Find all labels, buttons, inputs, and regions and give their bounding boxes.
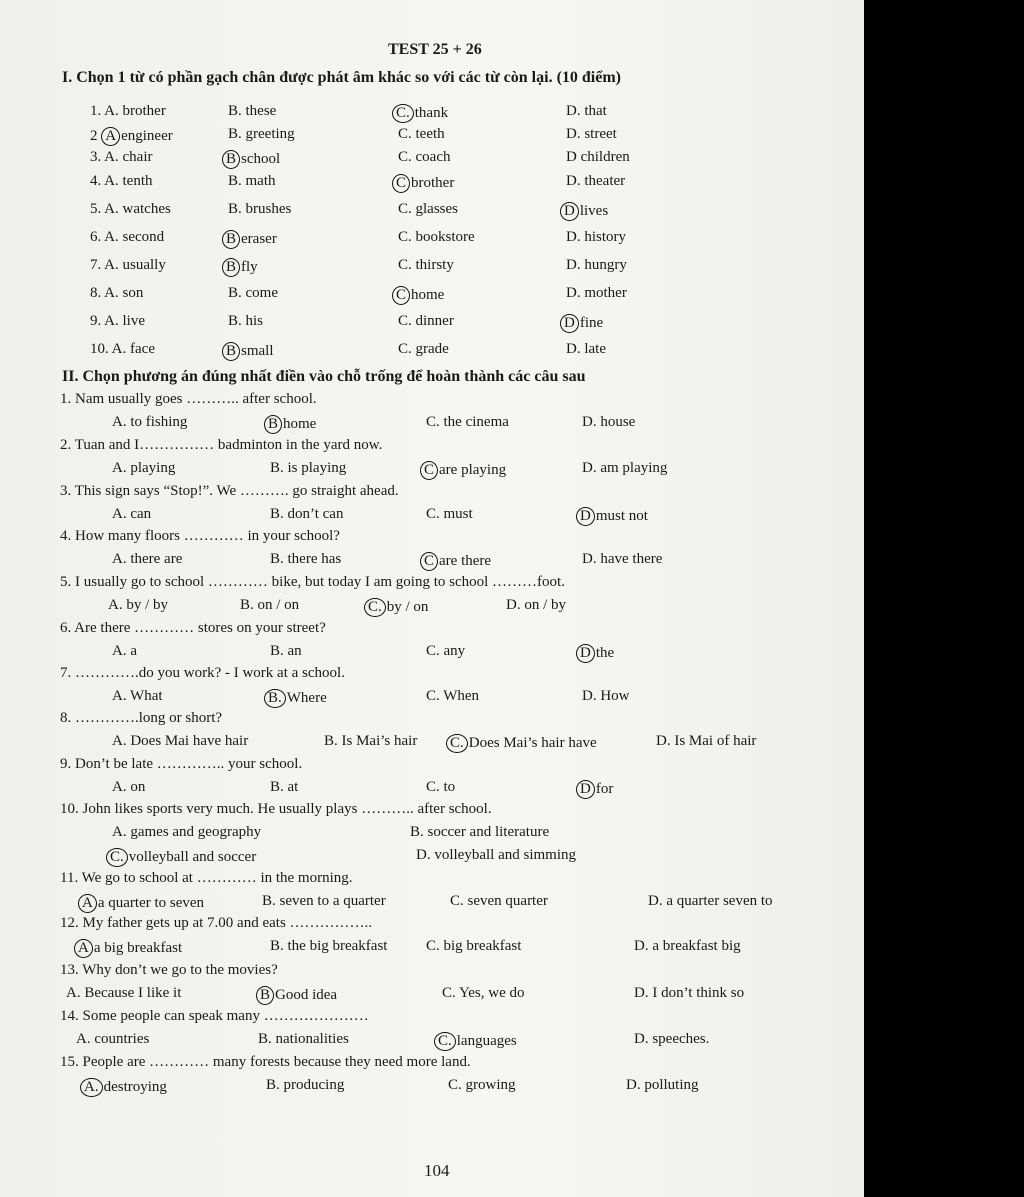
option-text: D. theater — [566, 173, 626, 189]
answer-circle-mark: B. — [264, 689, 286, 708]
option-d — [626, 1078, 699, 1093]
option-c — [398, 314, 454, 329]
option-b — [324, 734, 417, 749]
option-a — [112, 552, 182, 567]
option-d — [566, 258, 627, 273]
question-text: 12. My father gets up at 7.00 and eats …………….. — [60, 915, 373, 931]
question-number: 5. A. — [90, 201, 119, 217]
option-a — [90, 174, 153, 189]
option-text: eraser — [241, 231, 277, 247]
option-text: small — [241, 343, 274, 359]
option-d — [566, 150, 630, 165]
option-c — [442, 986, 525, 1001]
option-b — [270, 644, 302, 659]
option-text: destroying — [103, 1079, 167, 1095]
option-c — [112, 848, 256, 867]
option-d — [582, 689, 630, 704]
option-text: B. at — [270, 779, 299, 795]
question-number: 4. A. — [90, 173, 119, 189]
option-text: C. any — [426, 643, 466, 659]
option-text: usually — [122, 257, 166, 273]
question-text: 13. Why don’t we go to the movies? — [60, 962, 278, 978]
question-text: 8. ………….long or short? — [60, 710, 223, 726]
option-text: engineer — [121, 128, 173, 144]
option-b — [270, 780, 298, 795]
option-text: C. dinner — [398, 313, 454, 329]
option-text: C. to — [426, 779, 456, 795]
option-d — [566, 342, 606, 357]
option-text: C. thirsty — [398, 257, 454, 273]
option-text: D. speeches. — [634, 1031, 710, 1047]
option-c — [426, 415, 509, 430]
option-text: home — [283, 416, 317, 432]
answer-circle-mark: C. — [446, 734, 468, 753]
option-b — [270, 461, 346, 476]
question-text: 3. This sign says “Stop!”. We ………. go straight ahead. — [60, 483, 399, 499]
option-text: fly — [241, 259, 258, 275]
option-text: D. street — [566, 126, 617, 142]
option-a — [90, 314, 145, 329]
option-text: watches — [122, 201, 171, 217]
question-text: 4. How many floors ………… in your school? — [60, 528, 340, 544]
answer-circle-mark: A — [74, 939, 93, 958]
option-text: A. to fishing — [112, 414, 188, 430]
option-a — [90, 258, 166, 273]
option-c — [426, 461, 506, 480]
section-2-heading: II. Chọn phương án đúng nhất điền vào chỗ trống để hoàn thành các câu sau — [62, 368, 586, 385]
question-number: 10. A. — [90, 341, 127, 357]
option-c — [398, 174, 454, 193]
option-c — [450, 894, 548, 909]
option-d — [582, 415, 635, 430]
option-b — [228, 230, 277, 249]
option-b — [228, 258, 258, 277]
answer-circle-mark: C. — [106, 848, 128, 867]
option-text: B. come — [228, 285, 278, 301]
option-c — [398, 104, 448, 123]
answer-circle-mark: C — [420, 552, 438, 571]
option-d — [566, 127, 617, 142]
option-text: B. seven to a quarter — [262, 893, 386, 909]
answer-circle-mark: C — [420, 461, 438, 480]
option-text: face — [130, 341, 155, 357]
option-text: C. glasses — [398, 201, 458, 217]
option-text: A. What — [112, 688, 163, 704]
answer-circle-mark: B — [264, 415, 282, 434]
answer-circle-mark: A. — [80, 1078, 103, 1097]
option-a — [112, 461, 175, 476]
option-text: school — [241, 151, 281, 167]
option-a — [76, 1032, 149, 1047]
option-c — [398, 258, 454, 273]
option-d — [582, 552, 662, 567]
question-text: 15. People are ………… many forests because they need more land. — [60, 1054, 471, 1070]
option-d — [566, 202, 608, 221]
option-text: brother — [411, 175, 455, 191]
option-text: for — [595, 781, 614, 797]
option-text: C. must — [426, 506, 473, 522]
answer-circle-mark: A — [78, 894, 97, 913]
option-text: B. there has — [270, 551, 342, 567]
option-b — [270, 507, 343, 522]
question-number: 9. A. — [90, 313, 119, 329]
option-a — [90, 104, 166, 119]
option-text: C. big breakfast — [426, 938, 522, 954]
option-text: volleyball and soccer — [128, 849, 257, 865]
option-text: A. there are — [112, 551, 183, 567]
question-number: 2 — [90, 128, 98, 144]
question-text: 2. Tuan and I…………… badminton in the yard now. — [60, 437, 383, 453]
option-text: by / on — [386, 599, 429, 615]
option-text: B. nationalities — [258, 1031, 349, 1047]
option-text: D. mother — [566, 285, 627, 301]
option-a — [112, 689, 163, 704]
option-text: D. on / by — [506, 597, 566, 613]
option-text: C. coach — [398, 149, 451, 165]
option-b — [258, 1032, 349, 1047]
option-a — [112, 734, 248, 749]
option-text: D. that — [566, 103, 607, 119]
option-text: C. the cinema — [426, 414, 509, 430]
option-text: A. on — [112, 779, 146, 795]
option-d — [634, 1032, 709, 1047]
option-c — [398, 342, 449, 357]
option-text: D. house — [582, 414, 636, 430]
option-a — [80, 939, 182, 958]
option-c — [440, 1032, 517, 1051]
question-number: 1. A. — [90, 103, 119, 119]
option-text: A. a — [112, 643, 137, 659]
option-d — [634, 939, 741, 954]
option-text: son — [122, 285, 144, 301]
answer-circle-mark: B — [222, 342, 240, 361]
option-text: A. playing — [112, 460, 176, 476]
option-text: B. producing — [266, 1077, 345, 1093]
option-b — [240, 598, 299, 613]
option-c — [452, 734, 597, 753]
option-text: D. a breakfast big — [634, 938, 741, 954]
option-text: brother — [122, 103, 166, 119]
answer-circle-mark: D — [576, 780, 595, 799]
answer-circle-mark: C. — [364, 598, 386, 617]
option-text: must not — [595, 508, 648, 524]
option-a — [112, 825, 261, 840]
option-a — [90, 127, 173, 146]
option-d — [582, 644, 614, 663]
option-b — [270, 939, 387, 954]
option-b — [228, 127, 295, 142]
option-b — [228, 342, 274, 361]
option-b — [270, 689, 327, 708]
option-text: B. soccer and literature — [410, 824, 550, 840]
option-text: the — [595, 645, 615, 661]
question-text: 5. I usually go to school ………… bike, but today I am going to school ………foot. — [60, 574, 565, 590]
option-text: lives — [579, 203, 609, 219]
option-text: Does Mai’s hair have — [468, 735, 597, 751]
option-b — [262, 986, 337, 1005]
option-c — [398, 150, 450, 165]
option-text: home — [411, 287, 445, 303]
option-text: A. Does Mai have hair — [112, 733, 249, 749]
option-text: B. on / on — [240, 597, 300, 613]
answer-circle-mark: D — [576, 507, 595, 526]
option-d — [634, 986, 744, 1001]
option-a — [112, 415, 187, 430]
option-text: D children — [566, 149, 630, 165]
option-d — [416, 848, 576, 863]
option-a — [112, 644, 137, 659]
option-a — [66, 986, 181, 1001]
option-text: B. his — [228, 313, 264, 329]
page-title: TEST 25 + 26 — [388, 41, 482, 58]
option-b — [262, 894, 386, 909]
option-c — [398, 286, 444, 305]
option-text: Good idea — [275, 987, 338, 1003]
option-text: C. teeth — [398, 126, 445, 142]
option-b — [228, 202, 291, 217]
answer-circle-mark: A — [101, 127, 120, 146]
option-text: C. Yes, we do — [442, 985, 525, 1001]
option-c — [448, 1078, 516, 1093]
question-text: 9. Don’t be late ………….. your school. — [60, 756, 303, 772]
option-text: B. don’t can — [270, 506, 344, 522]
option-d — [582, 507, 648, 526]
answer-circle-mark: B — [256, 986, 274, 1005]
option-b — [228, 104, 276, 119]
option-c — [398, 230, 475, 245]
option-c — [426, 552, 491, 571]
option-b — [228, 286, 278, 301]
answer-circle-mark: D — [560, 314, 579, 333]
option-text: B. brushes — [228, 201, 292, 217]
option-text: B. Is Mai’s hair — [324, 733, 418, 749]
option-c — [370, 598, 428, 617]
question-text: 6. Are there ………… stores on your street? — [60, 620, 326, 636]
option-text: D. have there — [582, 551, 663, 567]
option-text: B. these — [228, 103, 277, 119]
option-b — [410, 825, 549, 840]
option-c — [398, 127, 445, 142]
option-text: a big breakfast — [93, 940, 183, 956]
option-b — [228, 150, 280, 169]
option-d — [582, 461, 667, 476]
question-text: 7. ………….do you work? - I work at a school. — [60, 665, 345, 681]
option-text: D. hungry — [566, 257, 627, 273]
option-text: C. growing — [448, 1077, 516, 1093]
option-a — [90, 150, 153, 165]
option-text: A. can — [112, 506, 152, 522]
option-d — [566, 314, 603, 333]
option-d — [566, 230, 626, 245]
option-text: a quarter to seven — [97, 895, 205, 911]
option-text: A. countries — [76, 1031, 150, 1047]
option-text: D. How — [582, 688, 630, 704]
question-text: 14. Some people can speak many ………………… — [60, 1008, 369, 1024]
option-text: D. a quarter seven to — [648, 893, 773, 909]
option-d — [656, 734, 756, 749]
option-text: D. history — [566, 229, 626, 245]
option-b — [270, 415, 316, 434]
option-text: fine — [579, 315, 604, 331]
answer-circle-mark: C — [392, 174, 410, 193]
question-number: 7. A. — [90, 257, 119, 273]
option-a — [84, 894, 204, 913]
answer-circle-mark: C. — [434, 1032, 456, 1051]
option-text: C. grade — [398, 341, 449, 357]
question-number: 6. A. — [90, 229, 119, 245]
option-text: A. by / by — [108, 597, 168, 613]
option-d — [566, 104, 607, 119]
option-text: D. volleyball and simming — [416, 847, 576, 863]
option-d — [648, 894, 773, 909]
page-number: 104 — [424, 1161, 450, 1180]
option-a — [90, 286, 143, 301]
option-text: thank — [414, 105, 449, 121]
option-b — [228, 174, 276, 189]
option-text: live — [122, 313, 146, 329]
option-text: B. is playing — [270, 460, 347, 476]
option-a — [112, 507, 151, 522]
option-text: B. an — [270, 643, 302, 659]
option-text: A. games and geography — [112, 824, 262, 840]
question-text: 1. Nam usually goes ……….. after school. — [60, 391, 317, 407]
option-c — [426, 689, 479, 704]
option-b — [228, 314, 263, 329]
option-text: B. the big breakfast — [270, 938, 388, 954]
option-a — [86, 1078, 167, 1097]
option-a — [112, 780, 145, 795]
option-text: D. am playing — [582, 460, 668, 476]
option-text: D. I don’t think so — [634, 985, 745, 1001]
answer-circle-mark: B — [222, 150, 240, 169]
option-a — [90, 202, 171, 217]
question-text: 10. John likes sports very much. He usually plays ……….. after school. — [60, 801, 492, 817]
option-d — [566, 286, 627, 301]
answer-circle-mark: D — [560, 202, 579, 221]
option-text: B. math — [228, 173, 276, 189]
option-text: C. When — [426, 688, 480, 704]
question-text: 11. We go to school at ………… in the morning. — [60, 870, 353, 886]
answer-circle-mark: C — [392, 286, 410, 305]
option-text: D. late — [566, 341, 606, 357]
option-text: A. Because I like it — [66, 985, 182, 1001]
option-a — [108, 598, 168, 613]
option-c — [426, 644, 465, 659]
option-text: tenth — [122, 173, 153, 189]
answer-circle-mark: B — [222, 258, 240, 277]
option-text: C. seven quarter — [450, 893, 548, 909]
option-b — [266, 1078, 344, 1093]
option-text: Where — [286, 690, 327, 706]
question-number: 3. A. — [90, 149, 119, 165]
option-c — [426, 507, 473, 522]
option-text: are playing — [439, 462, 507, 478]
answer-circle-mark: D — [576, 644, 595, 663]
option-text: are there — [439, 553, 492, 569]
option-text: languages — [456, 1033, 517, 1049]
option-text: second — [122, 229, 165, 245]
option-text: D. polluting — [626, 1077, 699, 1093]
option-text: B. greeting — [228, 126, 295, 142]
section-1-heading: I. Chọn 1 từ có phần gạch chân được phát âm khác so với các từ còn lại. (10 điểm) — [62, 69, 621, 86]
option-a — [90, 342, 155, 357]
option-text: chair — [122, 149, 153, 165]
answer-circle-mark: C. — [392, 104, 414, 123]
option-c — [426, 780, 455, 795]
answer-circle-mark: B — [222, 230, 240, 249]
option-text: C. bookstore — [398, 229, 475, 245]
option-c — [398, 202, 458, 217]
option-d — [566, 174, 625, 189]
question-number: 8. A. — [90, 285, 119, 301]
option-d — [506, 598, 566, 613]
option-a — [90, 230, 164, 245]
option-d — [582, 780, 613, 799]
option-c — [426, 939, 521, 954]
option-text: D. Is Mai of hair — [656, 733, 757, 749]
option-b — [270, 552, 341, 567]
